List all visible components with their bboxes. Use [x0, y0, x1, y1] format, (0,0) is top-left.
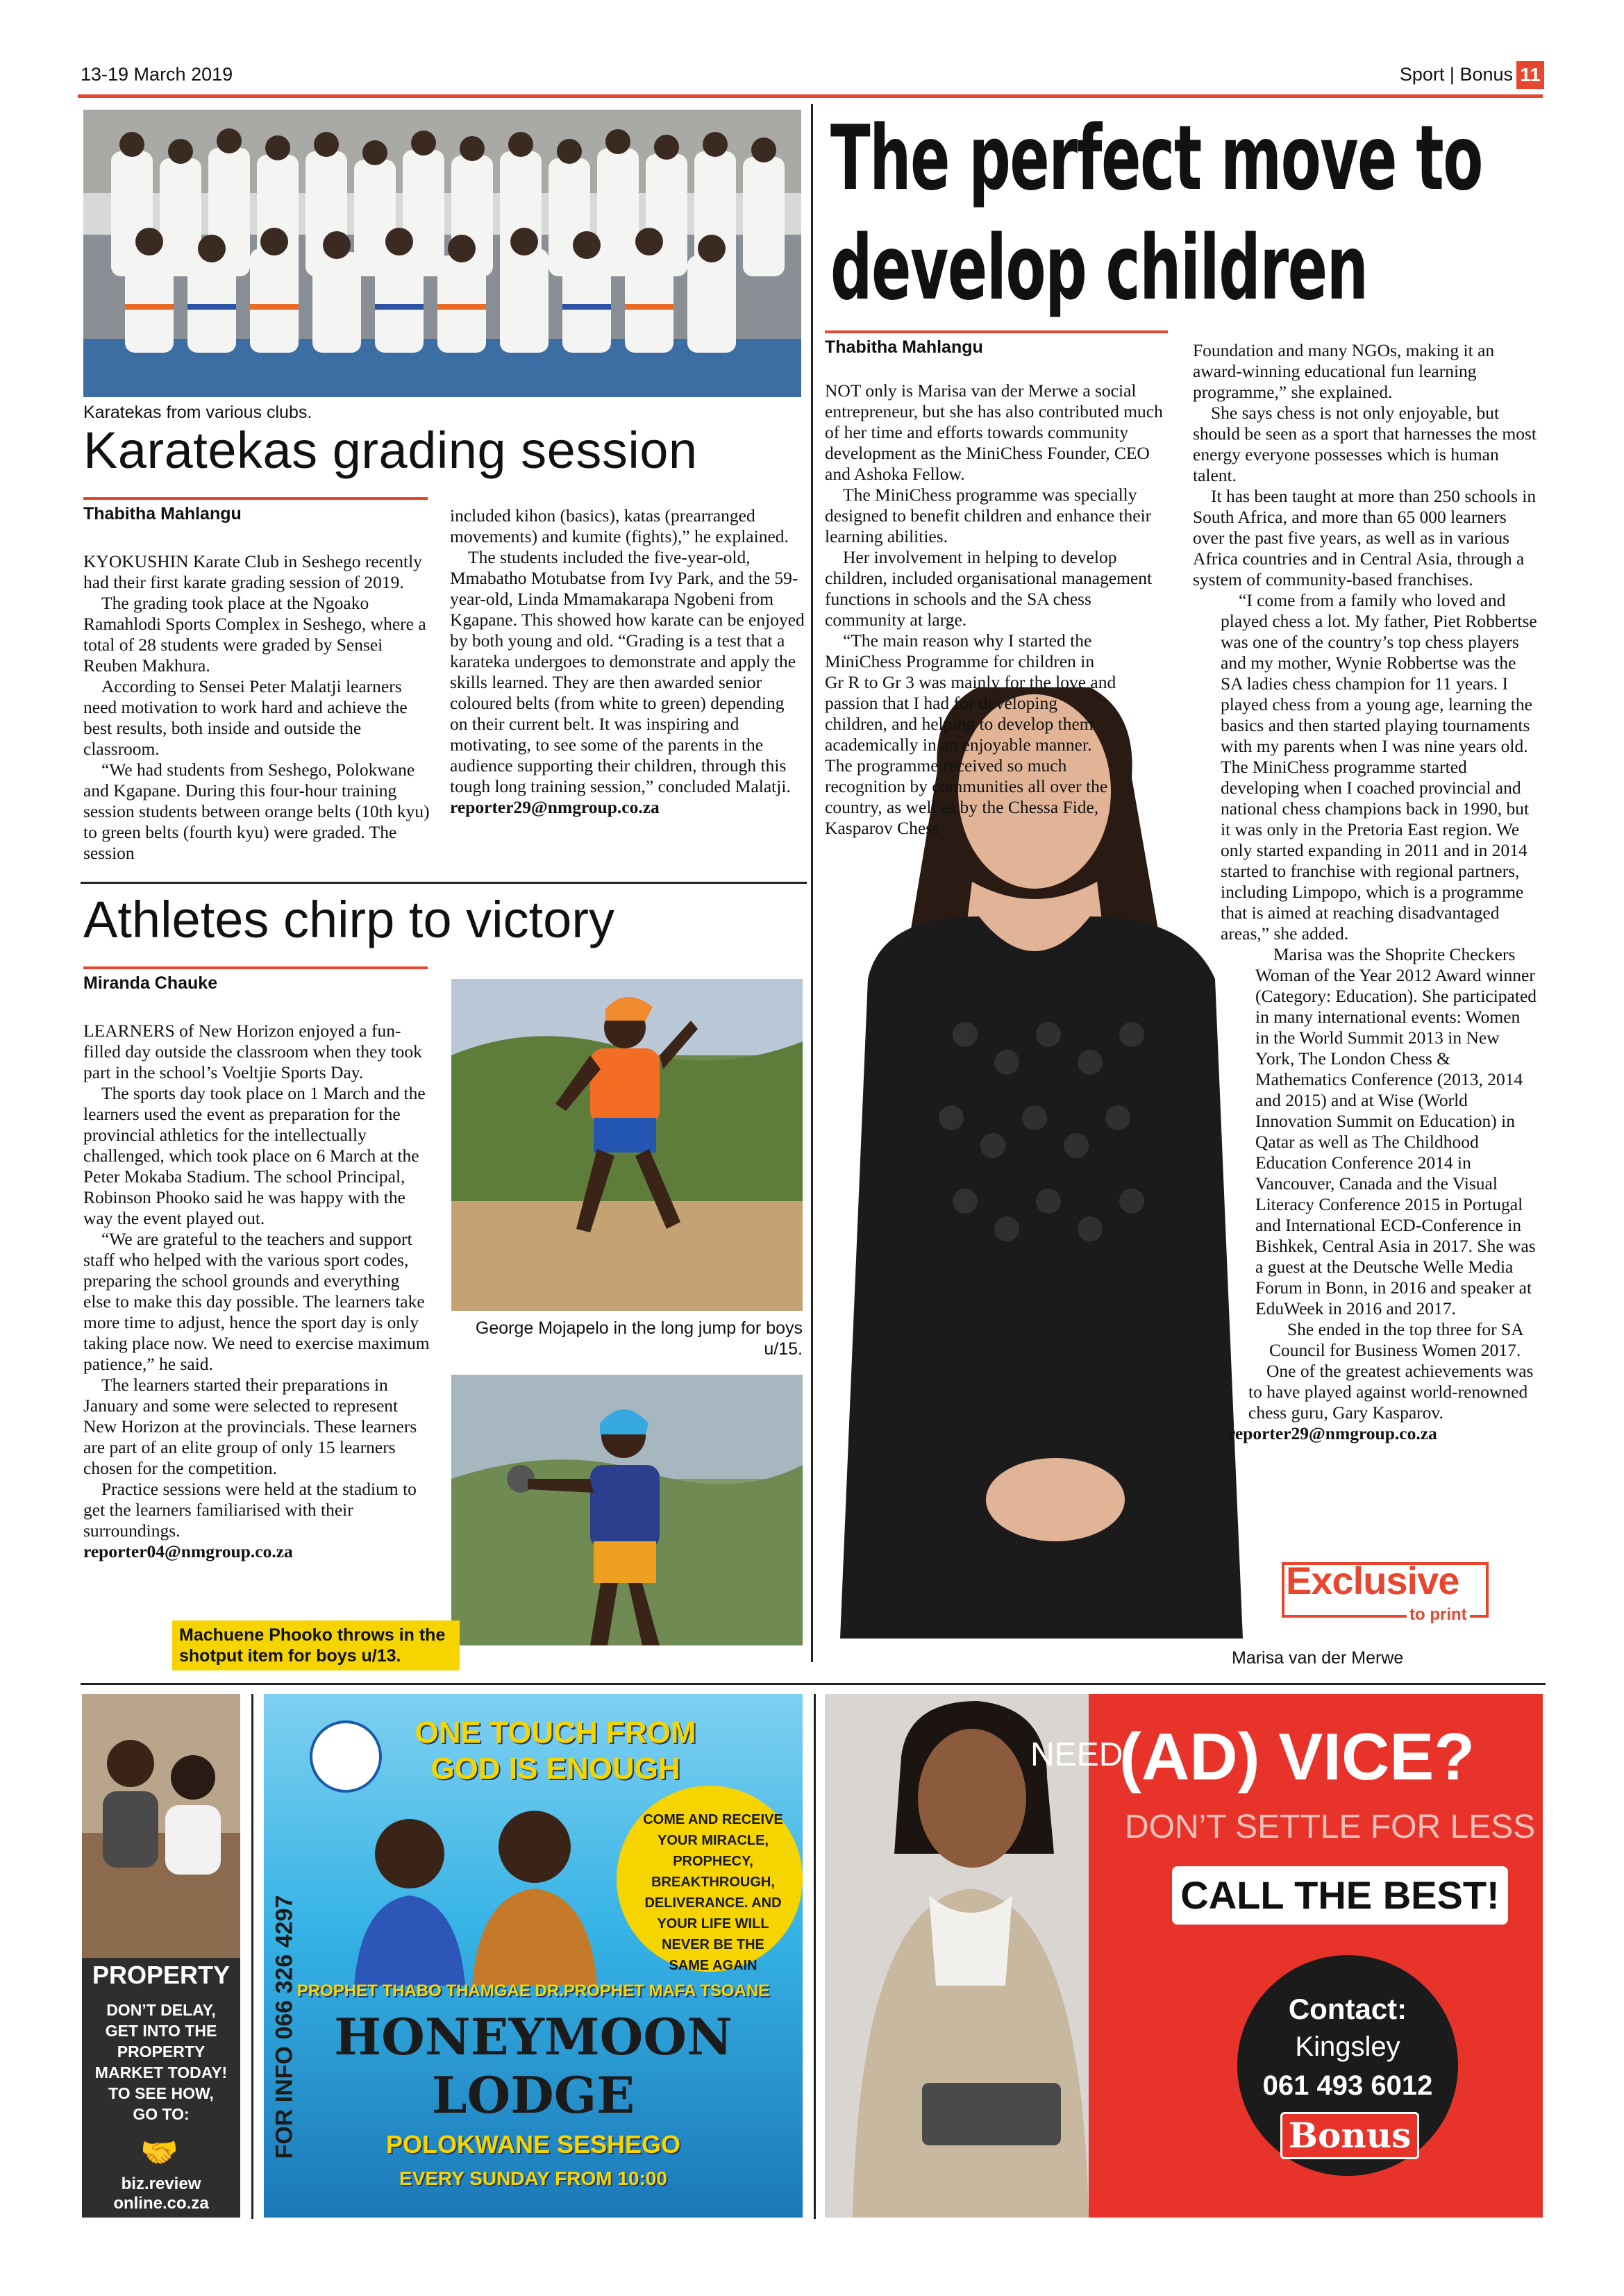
longjump-photo [451, 979, 803, 1311]
advice-ad-headline: (AD) VICE? [1119, 1720, 1475, 1794]
paragraph: LEARNERS of New Horizon enjoyed a fun-filled day outside the classroom when they took part in the school’s Voeltjie Sports Day. [83, 1021, 422, 1082]
header-rule [78, 94, 1543, 98]
paragraph: The MiniChess programme was specially designed to benefit children and enhance their learning abilities. [825, 485, 1152, 546]
paragraph: According to Sensei Peter Malatji learners need motivation to work hard and achieve the best results, both inside and outside the classroom. [83, 676, 408, 759]
karate-headline: Karatekas grading session [83, 421, 698, 479]
church-ad-side-info: FOR INFO 066 326 4297 [271, 1895, 298, 2159]
church-ad-bubble: COME AND RECEIVE YOUR MIRACLE, PROPHECY, BREAKTHROUGH, DELIVERANCE. AND YOUR LIFE WILL NEVER BE THE SAME AGAIN [643, 1812, 783, 1973]
church-ad-location: POLOKWANE SESHEGO [385, 2130, 681, 2159]
article-divider [81, 882, 807, 884]
chess-headline-line-1: The perfect move to [830, 107, 1483, 210]
advice-ad-contact-name: Kingsley [1295, 2031, 1400, 2062]
church-ad-names: PROPHET THABO THAMGAE DR.PROPHET MAFA TSOANE [296, 1981, 770, 2000]
property-ad[interactable] [82, 1694, 240, 2218]
page-number: 11 [1516, 61, 1544, 89]
paragraph: Foundation and many NGOs, making it an award-winning educational fun learning programme,” she explained. [1193, 340, 1495, 402]
issue-date: 13-19 March 2019 [81, 64, 233, 85]
paragraph: One of the greatest achievements was to have played against world-renowned chess guru, Gary Kasparov. [1248, 1361, 1534, 1423]
reporter-email: reporter29@nmgroup.co.za [450, 797, 660, 817]
ad-divider [81, 1683, 1546, 1685]
paragraph: “We are grateful to the teachers and support staff who helped with the various sport codes, preparing the school grounds and everything else to make this day possible. The learners take more time to adjust, hence the sport day is only taking place now. We need to exercise maximum patience,” he said. [83, 1229, 430, 1374]
property-ad-url-line-2: online.co.za [113, 2194, 209, 2213]
paragraph: The sports day took place on 1 March and the learners used the event as preparation for the provincial athletics for the intellectually challenged, which took place on 6 March at the Peter Mokaba Stadium. The school Principal, Robinson Phooko said he was happy with the way the event played out. [83, 1083, 426, 1228]
karate-photo-caption: Karatekas from various clubs. [83, 403, 312, 422]
church-ad-headline-line-1: ONE TOUCH FROM [415, 1716, 696, 1750]
property-ad-url[interactable] [82, 2175, 240, 2213]
longjump-caption: George Mojapelo in the long jump for boys u/15. [475, 1318, 803, 1359]
column-divider [811, 104, 813, 1662]
property-ad-body: DON’T DELAY, GET INTO THE PROPERTY MARKET TODAY! TO SEE HOW, GO TO: [94, 2001, 228, 2123]
paragraph: She ended in the top three for SA Council for Business Women 2017. [1269, 1319, 1523, 1360]
reporter-email: reporter04@nmgroup.co.za [83, 1541, 293, 1561]
shotput-caption: Machuene Phooko throws in the shotput item for boys u/13. [172, 1620, 460, 1670]
chess-column-2 [1193, 340, 1537, 1444]
property-ad-photo [82, 1694, 240, 1958]
chess-byline: Thabitha Mahlangu [825, 330, 1168, 358]
advice-ad-need: NEED [1030, 1736, 1123, 1773]
church-ad-time: EVERY SUNDAY FROM 10:00 [399, 2168, 667, 2189]
church-ad-venue-line-1: HONEYMOON [334, 2007, 733, 2066]
paragraph: She says chess is not only enjoyable, but should be seen as a sport that harnesses the most energy everyone possesses which is human talent. [1193, 403, 1537, 485]
chess-headline [830, 104, 1483, 324]
athletes-byline: Miranda Chauke [83, 966, 428, 994]
karate-column-1 [83, 551, 437, 864]
ad-column-divider [814, 1694, 816, 2219]
church-ad-venue [264, 2008, 803, 2125]
karate-column-2 [450, 505, 805, 818]
paragraph: Marisa was the Shoprite Checkers Woman of the Year 2012 Award winner (Category: Education). She participated in many international events: Women in the World Summit 2013 in New York, The London Chess & Mathematics Conference (2013, 2014 and 2015) and at Wise (World Innovation Summit on Education) in Qatar as well as The Childhood Education Conference 2014 in Vancouver, Canada and the Visual Literacy Conference 2015 in Portugal and International ECD-Conference in Bishkek, Central Asia in 2017. She was a guest at the Deutsche Welle Media Forum in Bonn, in 2016 and speaker at EduWeek in 2016 and 2017. [1255, 944, 1537, 1318]
advice-ad-contact-label: Contact: [1288, 1993, 1407, 2025]
exclusive-sublabel: to print [1407, 1605, 1470, 1625]
reporter-email: reporter29@nmgroup.co.za [1228, 1423, 1437, 1443]
paragraph: “We had students from Seshego, Polokwane and Kgapane. During this four-hour training session students between orange belts (10th kyu) to green belts (fourth kyu) were graded. The session [83, 760, 430, 863]
church-ad-photo [333, 1805, 625, 1986]
property-ad-title: PROPERTY [92, 1961, 231, 1989]
section-label: Sport | Bonus [1399, 64, 1513, 85]
paragraph: It has been taught at more than 250 schools in South Africa, and more than 65 000 learners over the past five years, as well as in various Africa countries and in Central Asia, through a system of community-based franchises. [1193, 486, 1537, 589]
athletes-headline: Athletes chirp to victory [83, 891, 614, 948]
church-logo-icon [310, 1720, 382, 1793]
marisa-photo-caption: Marisa van der Merwe [1232, 1648, 1404, 1668]
property-ad-url-line-1: biz.review [121, 2175, 201, 2193]
church-ad-headline-line-2: GOD IS ENOUGH [430, 1752, 680, 1786]
shotput-photo [451, 1375, 803, 1645]
paragraph: The grading took place at the Ngoako Ramahlodi Sports Complex in Seshego, where a total of 28 students were graded by Sensei Reuben Makhura. [83, 593, 426, 676]
advice-ad-contact-phone[interactable]: 061 493 6012 [1262, 2070, 1433, 2101]
bonus-logo: Bonus [1280, 2112, 1419, 2159]
athletes-column [83, 1021, 430, 1562]
paragraph: The learners started their preparations in January and some were selected to represent New Horizon at the provincials. These learners are part of an elite group of only 15 learners chosen for the competition. [83, 1375, 417, 1478]
karate-group-photo [83, 110, 801, 397]
karate-byline: Thabitha Mahlangu [83, 497, 428, 524]
paragraph: Her involvement in helping to develop children, included organisational management functions in schools and the SA chess community at large. [825, 547, 1153, 630]
church-ad-venue-line-2: LODGE [431, 2065, 635, 2125]
advice-ad-sub: DON’T SETTLE FOR LESS [1125, 1809, 1536, 1845]
paragraph: “The main reason why I started the MiniChess Programme for children in Gr R to Gr 3 was mainly for the love and passion that I had for developing children, and helping to develop them academically in an enjoyable manner. The programme received so much recognition by communities all over the country, as well as by the Chessa Fide, Kasparov Chess [825, 630, 1116, 838]
paragraph: KYOKUSHIN Karate Club in Seshego recently had their first karate grading session of 2019. [83, 551, 422, 592]
advice-ad[interactable] [825, 1694, 1543, 2218]
paragraph: Practice sessions were held at the stadium to get the learners familiarised with their surroundings. [83, 1479, 417, 1541]
ad-column-divider [251, 1694, 253, 2219]
paragraph: included kihon (basics), katas (prearranged movements) and kumite (fights),” he explained. [450, 505, 789, 546]
handshake-icon: 🤝 [140, 2136, 178, 2170]
paragraph: The students included the five-year-old, Mmabatho Motubatse from Ivy Park, and the 59-year-old, Linda Mmamakarapa Ngobeni from Kgapane. This showed how karate can be enjoyed by both young and old. “Grading is a test that a karateka undergoes to demonstrate and apply the skills learned. They are then awarded senior coloured belts (from white to green) depending on their current belt. It was inspiring and motivating, to see some of the parents in the audience supporting their children, through this tough long training session,” concluded Malatji. [450, 547, 805, 796]
church-ad-headline [382, 1715, 729, 1787]
paragraph: “I come from a family who loved and played chess a lot. My father, Piet Robbertse was one of the country’s top chess players and my mother, Wynie Robbertse was the SA ladies chess champion for 11 years. I played chess from a young age, learning the basics and then started playing tournaments with my parents when I was nine years old. The MiniChess programme started developing when I coached provincial and national chess champions back in 1990, but it was only in the Pretoria East region. We only started expanding in 2011 and in 2014 started to franchise with regional partners, including Limpopo, which is a programme that is aimed at reaching disadvantaged areas,” she added. [1221, 590, 1537, 944]
church-ad[interactable] [264, 1694, 803, 2218]
exclusive-label: Exclusive [1286, 1559, 1459, 1602]
chess-column-1 [825, 380, 1172, 839]
chess-headline-line-2: develop children [830, 217, 1368, 320]
paragraph: NOT only is Marisa van der Merwe a social entrepreneur, but she has also contributed much of her time and efforts towards community development as the MiniChess Founder, CEO and Ashoka Fellow. [825, 380, 1163, 484]
advice-ad-cta[interactable]: CALL THE BEST! [1172, 1866, 1508, 1925]
